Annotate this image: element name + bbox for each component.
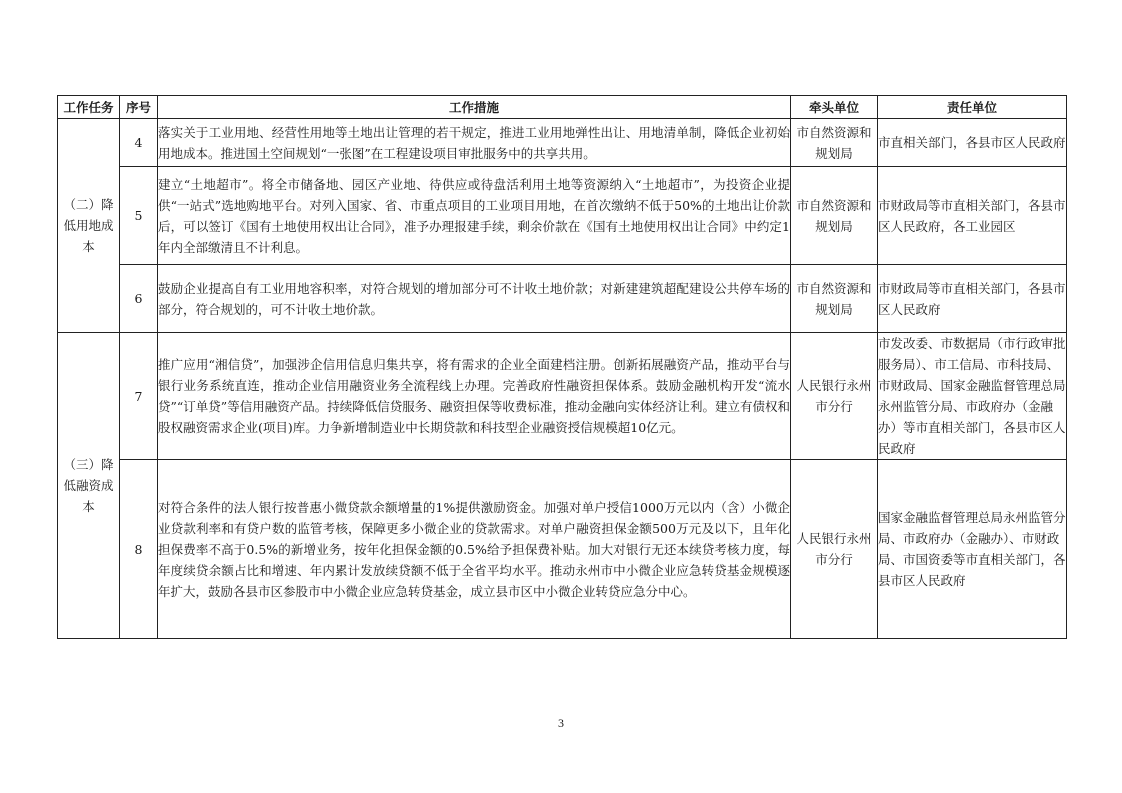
header-responsible-unit: 责任单位 [878, 96, 1067, 119]
table-row [58, 460, 1067, 639]
row-number: 8 [120, 460, 158, 639]
task-cell: （三）降低融资成本 [58, 333, 120, 639]
table-header-row [58, 96, 1067, 119]
lead-unit: 市自然资源和规划局 [791, 119, 878, 167]
measure-text: 对符合条件的法人银行按普惠小微贷款余额增量的1%提供激励资金。加强对单户授信1000万元以内（含）小微企业贷款利率和有贷户数的监管考核，保障更多小微企业的贷款需求。对单户融资担保金额500万元及以下，且年化担保费率不高于0.5%的新增业务，按年化担保金额的0.5%给予担保费补贴。加大对银行无还本续贷考核力度，每年度续贷余额占比和增速、年内累计发放续贷额不低于全省平均水平。推动永州市中小微企业应急转贷基金规模逐年扩大，鼓励各县市区参股市中小微企业应急转贷基金，成立县市区中小微企业转贷应急分中心。 [158, 460, 791, 639]
lead-unit: 市自然资源和规划局 [791, 167, 878, 265]
table-row [58, 333, 1067, 460]
responsible-unit: 市财政局等市直相关部门，各县市区人民政府 [878, 265, 1067, 333]
measure-text: 建立“土地超市”。将全市储备地、园区产业地、待供应或待盘活利用土地等资源纳入“土地超市”，为投资企业提供“一站式”选地购地平台。对列入国家、省、市重点项目的工业项目用地，在首次缴纳不低于50%的土地出让价款后，可以签订《国有土地使用权出让合同》，准予办理报建手续，剩余价款在《国有土地使用权出让合同》中约定1年内全部缴清且不计利息。 [158, 167, 791, 265]
lead-unit: 市自然资源和规划局 [791, 265, 878, 333]
row-number: 4 [120, 119, 158, 167]
responsible-unit: 市直相关部门，各县市区人民政府 [878, 119, 1067, 167]
lead-unit: 人民银行永州市分行 [791, 460, 878, 639]
responsible-unit: 市财政局等市直相关部门，各县市区人民政府，各工业园区 [878, 167, 1067, 265]
measure-text: 推广应用“湘信贷”，加强涉企信用信息归集共享，将有需求的企业全面建档注册。创新拓展融资产品，推动平台与银行业务系统直连，推动企业信用融资业务全流程线上办理。完善政府性融资担保体系。鼓励金融机构开发“流水贷”“订单贷”等信用融资产品。持续降低信贷服务、融资担保等收费标准，推动金融向实体经济让利。建立有债权和股权融资需求企业(项目)库。力争新增制造业中长期贷款和科技型企业融资授信规模超10亿元。 [158, 333, 791, 460]
row-number: 6 [120, 265, 158, 333]
header-measure: 工作措施 [158, 96, 791, 119]
lead-unit: 人民银行永州市分行 [791, 333, 878, 460]
measure-text: 鼓励企业提高自有工业用地容积率，对符合规划的增加部分可不计收土地价款；对新建建筑超配建设公共停车场的部分，符合规划的，可不计收土地价款。 [158, 265, 791, 333]
header-task: 工作任务 [58, 96, 120, 119]
header-num: 序号 [120, 96, 158, 119]
table-row [58, 167, 1067, 265]
responsible-unit: 市发改委、市数据局（市行政审批服务局）、市工信局、市科技局、市财政局、国家金融监督管理总局永州监管分局、市政府办（金融办）等市直相关部门，各县市区人民政府 [878, 333, 1067, 460]
measure-text: 落实关于工业用地、经营性用地等土地出让管理的若干规定，推进工业用地弹性出让、用地清单制，降低企业初始用地成本。推进国土空间规划“一张图”在工程建设项目审批服务中的共享共用。 [158, 119, 791, 167]
table-row [58, 119, 1067, 167]
measures-table [57, 95, 1067, 639]
page-number: 3 [558, 716, 564, 730]
responsible-unit: 国家金融监督管理总局永州监管分局、市政府办（金融办）、市财政局、市国资委等市直相关部门，各县市区人民政府 [878, 460, 1067, 639]
row-number: 5 [120, 167, 158, 265]
table-row [58, 265, 1067, 333]
row-number: 7 [120, 333, 158, 460]
task-cell: （二）降低用地成本 [58, 119, 120, 333]
header-lead-unit: 牵头单位 [791, 96, 878, 119]
